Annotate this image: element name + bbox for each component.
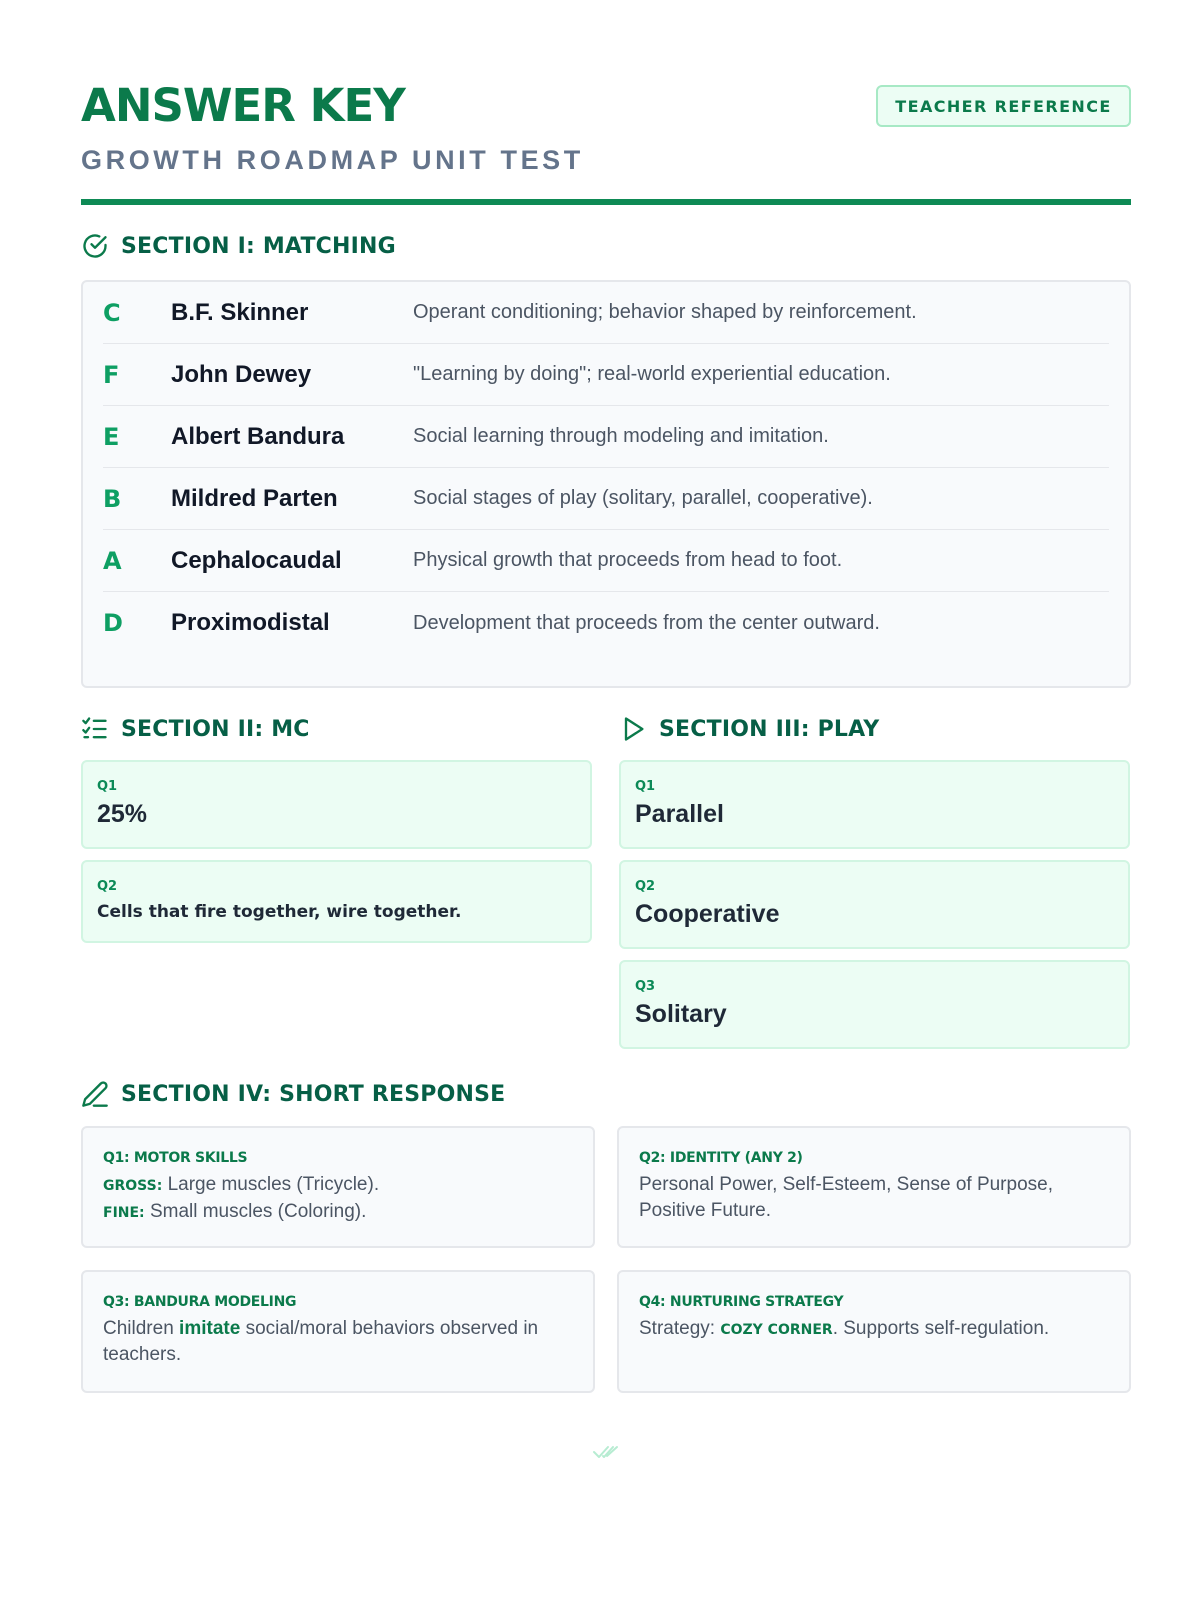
section-4-heading xyxy=(81,1077,505,1111)
double-check-icon xyxy=(592,1442,620,1462)
response-text xyxy=(103,1316,573,1368)
matching-answers xyxy=(81,280,1131,688)
section-3-title: SECTION III: PLAY xyxy=(659,716,880,742)
match-term: Proximodistal xyxy=(171,609,330,636)
match-description: Operant conditioning; behavior shaped by reinforcement. xyxy=(413,301,917,323)
match-letter: F xyxy=(103,360,120,389)
matching-row xyxy=(103,282,1109,344)
section-2-heading xyxy=(81,712,310,746)
match-description: Social learning through modeling and imitation. xyxy=(413,425,829,447)
match-letter: A xyxy=(103,546,122,575)
short-response-card xyxy=(81,1270,595,1393)
play-icon xyxy=(619,715,647,743)
match-description: "Learning by doing"; real-world experiential education. xyxy=(413,363,891,385)
response-text-pre: Children xyxy=(103,1318,180,1339)
match-term: B.F. Skinner xyxy=(171,298,309,326)
match-letter: D xyxy=(103,609,123,637)
short-response-card xyxy=(617,1270,1131,1393)
match-letter: B xyxy=(103,484,122,513)
page-title: ANSWER KEY xyxy=(81,79,405,132)
matching-row xyxy=(103,592,1109,654)
response-text xyxy=(639,1316,1109,1343)
response-heading: Q1: MOTOR SKILLS xyxy=(103,1150,248,1166)
mc-answer-card xyxy=(81,860,592,943)
header xyxy=(81,0,1131,206)
header-divider xyxy=(81,199,1131,205)
matching-row xyxy=(103,406,1109,468)
response-text-pre: Strategy: xyxy=(639,1318,721,1339)
matching-row xyxy=(103,344,1109,406)
fine-label: FINE: xyxy=(103,1205,145,1221)
answer-key-page xyxy=(81,0,1131,1365)
list-check-icon xyxy=(81,715,109,743)
question-number: Q1 xyxy=(97,779,118,794)
question-number: Q3 xyxy=(635,979,656,994)
response-text-post: . Supports self-regulation. xyxy=(832,1318,1050,1339)
response-heading: Q2: IDENTITY (ANY 2) xyxy=(639,1150,803,1166)
gross-text: Large muscles (Tricycle). xyxy=(167,1174,380,1195)
mc-answer-card xyxy=(81,760,592,849)
answer-value: Cooperative xyxy=(635,900,780,928)
match-letter: C xyxy=(103,298,121,327)
gross-label: GROSS: xyxy=(103,1178,163,1194)
play-answer-card xyxy=(619,760,1130,849)
matching-row xyxy=(103,530,1109,592)
section-3-heading xyxy=(619,712,879,746)
question-number: Q2 xyxy=(635,879,656,894)
answer-value: Cells that fire together, wire together. xyxy=(97,902,462,922)
match-description: Development that proceeds from the center outward. xyxy=(413,611,880,634)
match-description: Physical growth that proceeds from head to foot. xyxy=(413,549,843,571)
response-heading: Q4: NURTURING STRATEGY xyxy=(639,1294,844,1310)
highlight-term: imitate xyxy=(179,1318,241,1339)
section-2-title: SECTION II: MC xyxy=(121,716,310,742)
question-number: Q2 xyxy=(97,879,118,894)
fine-text: Small muscles (Coloring). xyxy=(149,1201,367,1222)
short-response-card xyxy=(81,1126,595,1248)
matching-row xyxy=(103,468,1109,530)
match-term: John Dewey xyxy=(171,360,312,388)
answer-value: 25% xyxy=(97,800,148,828)
play-answer-card xyxy=(619,860,1130,949)
highlight-term: COZY CORNER xyxy=(720,1322,833,1338)
response-text-post: social/moral behaviors observed in teachers. xyxy=(103,1318,539,1365)
response-text xyxy=(103,1172,573,1226)
answer-value: Solitary xyxy=(635,1000,727,1028)
answer-value: Parallel xyxy=(635,800,724,828)
pen-icon xyxy=(81,1080,109,1108)
match-description: Social stages of play (solitary, parallel, cooperative). xyxy=(413,487,873,509)
teacher-reference-badge: TEACHER REFERENCE xyxy=(876,85,1131,127)
short-response-card xyxy=(617,1126,1131,1248)
match-term: Albert Bandura xyxy=(171,422,345,450)
question-number: Q1 xyxy=(635,779,656,794)
match-term: Cephalocaudal xyxy=(171,546,342,574)
section-4-title: SECTION IV: SHORT RESPONSE xyxy=(121,1081,506,1107)
match-letter: E xyxy=(103,422,120,451)
check-circle-icon xyxy=(81,232,109,260)
response-heading: Q3: BANDURA MODELING xyxy=(103,1294,297,1310)
section-1-heading xyxy=(81,229,396,263)
response-text: Personal Power, Self-Esteem, Sense of Purpose, Positive Future. xyxy=(639,1174,1053,1221)
section-1-title: SECTION I: MATCHING xyxy=(121,233,396,259)
play-answer-card xyxy=(619,960,1130,1049)
match-term: Mildred Parten xyxy=(171,484,338,512)
page-subtitle: GROWTH ROADMAP UNIT TEST xyxy=(81,145,584,175)
